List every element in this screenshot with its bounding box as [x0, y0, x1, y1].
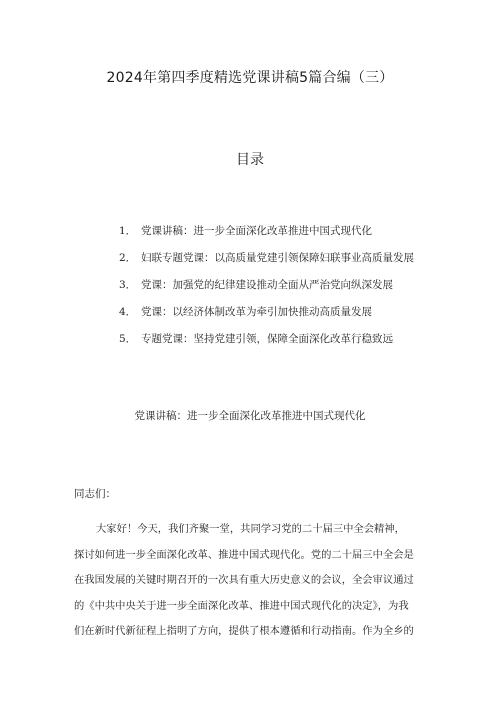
- paragraph-line: 的《中共中央关于进一步全面深化改革、推进中国式现代化的决定》，为我: [74, 599, 409, 612]
- toc-item-number: 2．: [119, 252, 137, 264]
- toc-item: [119, 305, 414, 332]
- toc-item: [119, 224, 414, 251]
- greeting: 同志们：: [74, 488, 116, 500]
- document-title: 2024年第四季度精选党课讲稿5篇合编（三）: [106, 70, 394, 86]
- toc-item-number: 3．: [119, 279, 137, 291]
- toc-item-text: 妇联专题党课：以高质量党建引领保障妇联事业高质量发展: [141, 252, 414, 264]
- toc-heading: 目录: [236, 152, 264, 168]
- paragraph-line: 们在新时代新征程上指明了方向，提供了根本遵循和行动指南。作为全乡的: [74, 625, 414, 637]
- toc-item-text: 党课：加强党的纪律建设推动全面从严治党向纵深发展: [141, 279, 393, 291]
- toc-item-text: 党课讲稿：进一步全面深化改革推进中国式现代化: [141, 225, 372, 237]
- toc-item: [119, 332, 414, 359]
- toc-item-number: 5．: [119, 333, 137, 345]
- toc-item: [119, 251, 414, 278]
- toc-item-number: 4．: [119, 306, 137, 318]
- paragraph-line: 探讨如何进一步全面深化改革、推进中国式现代化。党的二十届三中全会是: [74, 548, 414, 561]
- table-of-contents: [119, 224, 414, 359]
- toc-item-number: 1．: [119, 225, 137, 237]
- toc-item-text: 专题党课：坚持党建引领，保障全面深化改革行稳致远: [141, 333, 393, 345]
- section-title: 党课讲稿：进一步全面深化改革推进中国式现代化: [134, 410, 366, 422]
- paragraph-line: 在我国发展的关键时期召开的一次具有重大历史意义的会议，全会审议通过: [74, 574, 414, 586]
- body-paragraph: [74, 517, 434, 645]
- toc-item: [119, 278, 414, 305]
- paragraph-line: 大家好！今天，我们齐聚一堂，共同学习党的二十届三中全会精神，: [96, 523, 405, 535]
- toc-item-text: 党课：以经济体制改革为牵引加快推动高质量发展: [141, 306, 372, 318]
